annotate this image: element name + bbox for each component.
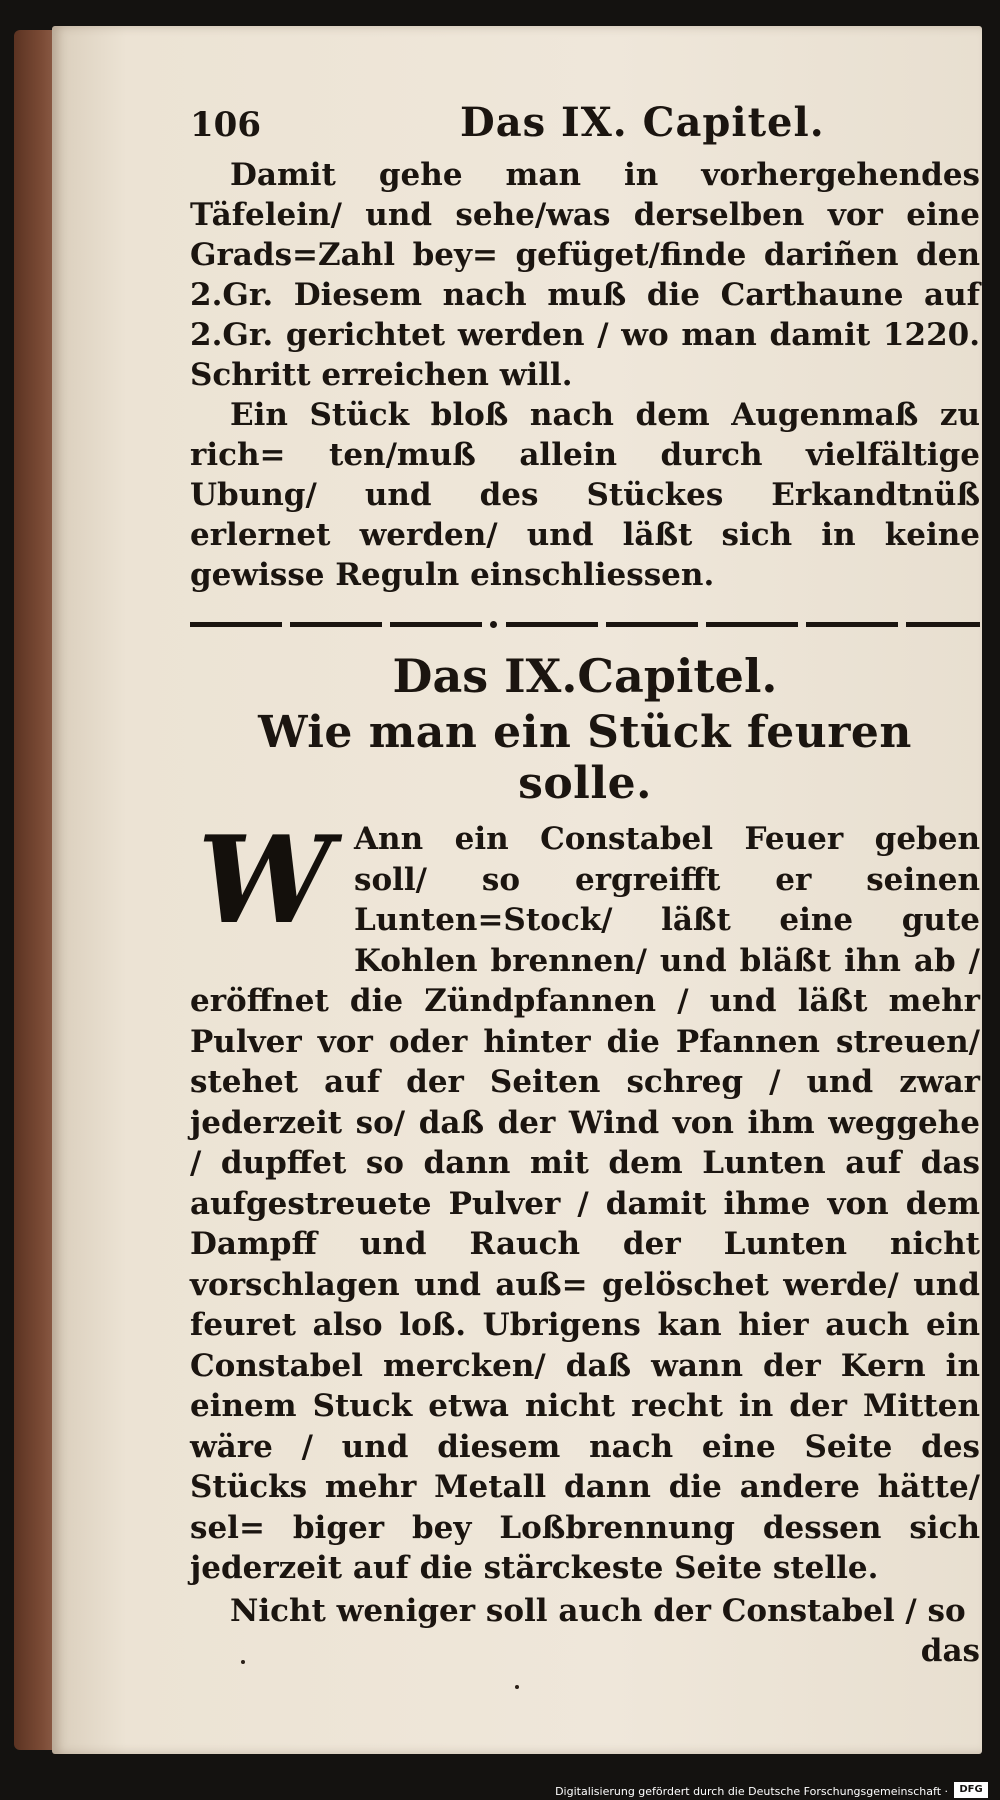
paper-speck [241,1660,245,1664]
ornamental-divider [190,619,980,629]
chapter-body [190,810,980,1589]
running-title: Das IX. Capitel. [460,99,825,146]
paragraph-1: Damit gehe man in vorhergehendes Täfelein/ und sehe/was derselben vor eine Grads=Zahl bey= gefüget/finde dariñen den 2.Gr. Diesem nach muß die Carthaune auf 2.Gr. gerichtet werden / wo man damit 1220. Schritt erreichen will. [190,157,980,393]
chapter-title: Das IX.Capitel. [392,649,778,703]
catchword: das [920,1632,980,1669]
chapter-subtitle: Wie man ein Stück feuren solle. [258,707,912,809]
funding-credit: Digitalisierung gefördert durch die Deutsche Forschungsgemeinschaft · [555,1785,948,1798]
body-paragraph-2: Nicht weniger soll auch der Constabel / so [230,1592,966,1629]
dfg-logo: DFG [954,1782,988,1798]
page-content [190,95,980,1669]
decorated-initial: W [197,810,333,951]
body-paragraph-1: Ann ein Constabel Feuer geben soll/ so ergreifft er seinen Lunten=Stock/ läßt eine gute Kohlen brennen/ und bläßt ihn ab / eröffnet die Zündpfannen / und läßt mehr Pulver vor oder hinter die Pfannen streuen/ stehet auf der Seiten schreg / und zwar jederzeit so/ daß der Wind von ihm weggehe / dupffet so dann mit dem Lunten auf das aufgestreuete Pulver / damit ihme von dem Dampff und Rauch der Lunten nicht vorschlagen und auß= gelöschet werde/ und feuret also loß. Ubrigens kan hier auch ein Constabel mercken/ daß wann der Kern in einem Stuck etwa nicht recht in der Mitten wäre / und diesem nach eine Seite des Stücks mehr Metall dann die andere hätte/ sel= biger bey Loßbrennung dessen sich jederzeit auf die stärckeste Seite stelle. [190,821,980,1586]
paper-speck [515,1685,519,1689]
paragraph-2: Ein Stück bloß nach dem Augenmaß zu rich= ten/muß allein durch vielfältige Ubung/ und des Stückes Erkandtnüß erlernet werden/ und läßt sich in keine gewisse Reguln einschliessen. [190,397,980,593]
page-number: 106 [190,105,261,145]
running-head [190,95,980,155]
